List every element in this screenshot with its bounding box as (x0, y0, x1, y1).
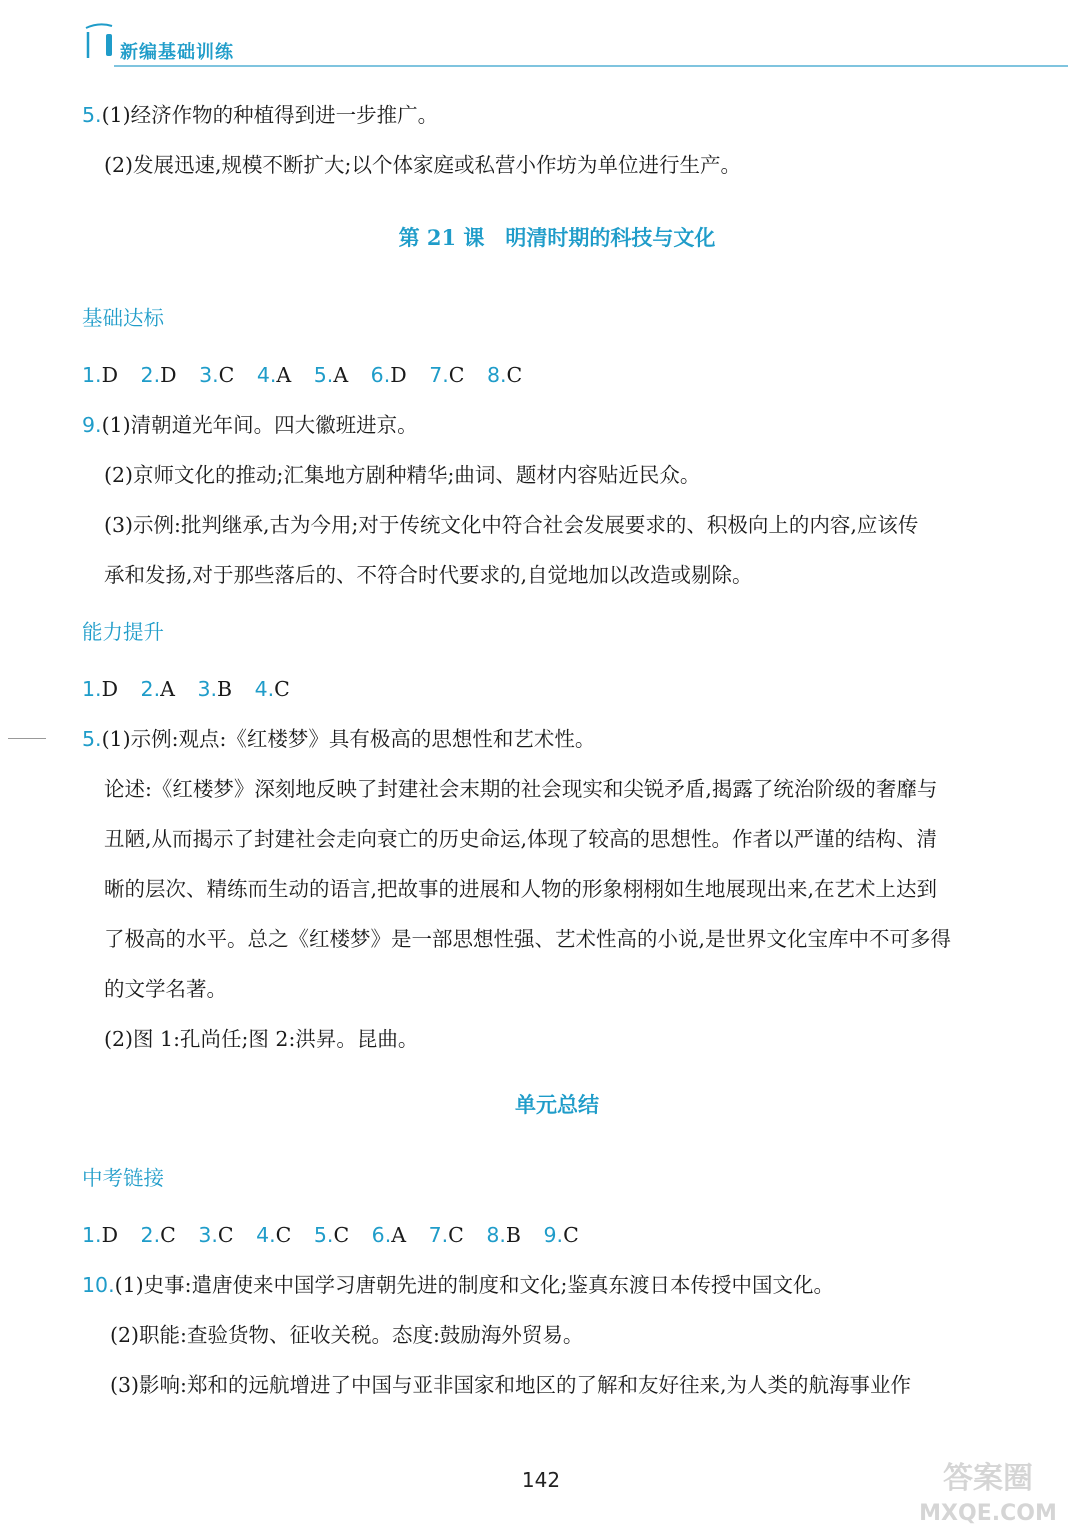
watermark-url: MXQE.COM (919, 1501, 1057, 1526)
answer-line: 10.(1)史事:遣唐使来中国学习唐朝先进的制度和文化;鉴真东渡日本传授中国文化。 (82, 1273, 834, 1297)
answer-line: 承和发扬,对于那些落后的、不符合时代要求的,自觉地加以改造或剔除。 (104, 563, 753, 587)
lesson-title: 第 21 课 明清时期的科技与文化 (398, 225, 716, 250)
choice-answers-exam (82, 1210, 1032, 1260)
answer-item: 7.C (428, 1223, 464, 1247)
answer-line: 丑陋,从而揭示了封建社会走向衰亡的历史命运,体现了较高的思想性。作者以严谨的结构、清 (104, 827, 938, 851)
answer-line: (3)影响:郑和的远航增进了中国与亚非国家和地区的了解和友好往来,为人类的航海事业作 (110, 1373, 911, 1397)
answer-line: 的文学名著。 (104, 977, 227, 1001)
watermark-logo (908, 1448, 1068, 1528)
unit-summary-title: 单元总结 (515, 1092, 599, 1117)
answer-item: 4.C (256, 1223, 292, 1247)
answer-line: (2)发展迅速,规模不断扩大;以个体家庭或私营小作坊为单位进行生产。 (104, 153, 741, 177)
answer-line: 5.(1)经济作物的种植得到进一步推广。 (82, 103, 439, 127)
answer-item: 1.D (82, 677, 118, 701)
choice-answers-basic (82, 350, 1032, 400)
answer-item: 2.C (140, 1223, 176, 1247)
answer-item: 9.C (543, 1223, 579, 1247)
answer-item: 3.C (199, 363, 235, 387)
answer-line: (2)京师文化的推动;汇集地方剧种精华;曲词、题材内容贴近民众。 (104, 463, 701, 487)
answer-item: 3.C (198, 1223, 234, 1247)
answer-line: 了极高的水平。总之《红楼梦》是一部思想性强、艺术性高的小说,是世界文化宝库中不可多得 (104, 927, 952, 951)
watermark-text: 答案圈 (943, 1461, 1033, 1496)
answer-item: 4.C (254, 677, 290, 701)
header-title: 新编基础训练 (120, 42, 234, 63)
answer-item: 8.B (486, 1223, 521, 1247)
answer-line: (3)示例:批判继承,古为今用;对于传统文化中符合社会发展要求的、积极向上的内容,应该传 (104, 513, 919, 537)
answer-item: 1.D (82, 1223, 118, 1247)
answer-line: (2)图 1:孔尚任;图 2:洪昇。昆曲。 (104, 1027, 419, 1051)
category-basic: 基础达标 (82, 306, 164, 330)
answer-item: 5.C (313, 1223, 350, 1247)
page-header (78, 16, 1068, 72)
margin-mark (8, 738, 46, 739)
answer-item: 2.A (140, 677, 175, 701)
answer-line: (2)职能:查验货物、征收关税。态度:鼓励海外贸易。 (110, 1323, 584, 1347)
answer-item: 5.A (313, 363, 349, 387)
category-exam-link: 中考链接 (82, 1166, 164, 1190)
answer-line: 晰的层次、精练而生动的语言,把故事的进展和人物的形象栩栩如生地展现出来,在艺术上达到 (104, 877, 938, 901)
answer-item: 8.C (486, 363, 523, 387)
answer-item: 2.D (140, 363, 177, 387)
answer-item: 3.B (197, 677, 233, 701)
answer-line: 论述:《红楼梦》深刻地反映了封建社会末期的社会现实和尖锐矛盾,揭露了统治阶级的奢靡与 (104, 777, 938, 801)
answer-item: 4.A (256, 363, 292, 387)
choice-answers-ability (82, 664, 1032, 714)
page-content (82, 90, 1032, 1410)
header-rule (114, 65, 1068, 67)
page-number: 142 (521, 1468, 561, 1492)
answer-line: 5.(1)示例:观点:《红楼梦》具有极高的思想性和艺术性。 (82, 727, 596, 751)
answer-item: 6.A (371, 1223, 407, 1247)
book-logo-icon (84, 18, 114, 60)
answer-item: 1.D (82, 363, 118, 387)
answer-item: 6.D (370, 363, 407, 387)
category-ability: 能力提升 (82, 620, 164, 644)
answer-item: 7.C (429, 363, 465, 387)
answer-line: 9.(1)清朝道光年间。四大徽班进京。 (82, 413, 418, 437)
